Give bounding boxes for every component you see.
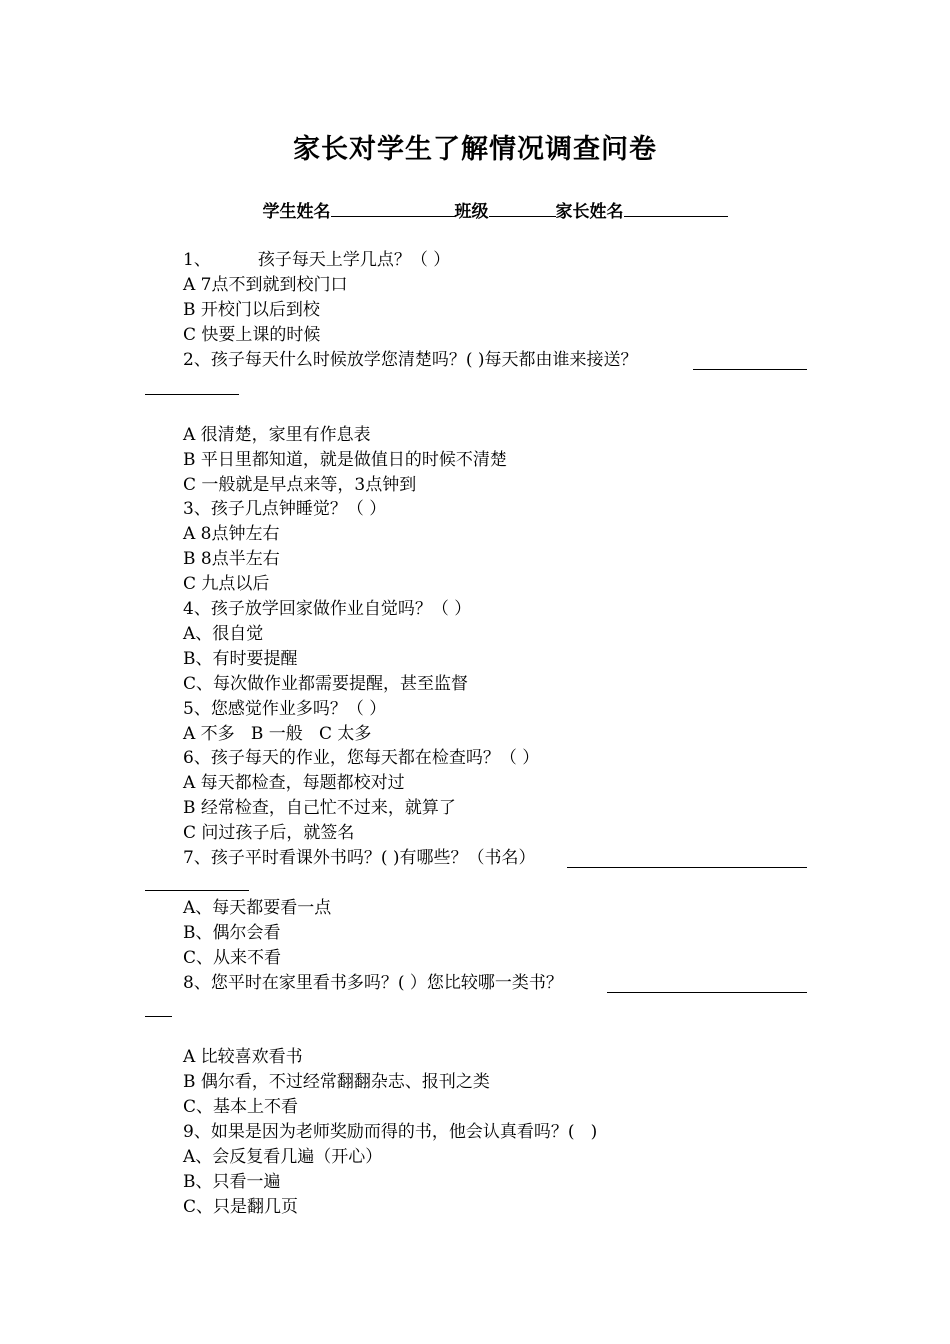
question-3: 3、孩子几点钟睡觉？（ ） [183, 499, 387, 519]
question-2-option-b: B 平日里都知道，就是做值日的时候不清楚 [183, 450, 507, 470]
question-1-text: 孩子每天上学几点？（ ） [257, 250, 451, 270]
question-3-option-a: A 8点钟左右 [183, 524, 280, 544]
question-3-option-b: B 8点半左右 [183, 549, 280, 569]
question-6-option-c: C 问过孩子后，就签名 [183, 823, 355, 843]
question-7-option-b: B、偶尔会看 [183, 923, 281, 943]
question-1-option-b: B 开校门以后到校 [183, 300, 320, 320]
question-1-number: 1、 [183, 250, 211, 270]
question-8-option-b: B 偶尔看，不过经常翻翻杂志、报刊之类 [183, 1072, 490, 1092]
question-8: 8、您平时在家里看书多吗？( ）您比较哪一类书？ [183, 973, 563, 993]
question-7-option-c: C、从来不看 [183, 948, 282, 968]
question-4-option-c: C、每次做作业都需要提醒，甚至监督 [183, 674, 469, 694]
question-2-answer-blank[interactable] [693, 369, 807, 370]
question-2: 2、孩子每天什么时候放学您清楚吗？( )每天都由谁来接送？ [183, 350, 638, 370]
question-8-answer-blank-continued[interactable] [145, 1016, 172, 1017]
question-2-option-a: A 很清楚，家里有作息表 [183, 425, 371, 445]
student-name-blank[interactable] [331, 198, 455, 217]
question-1-option-c: C 快要上课的时候 [183, 325, 321, 345]
question-4-option-a: A、很自觉 [183, 624, 264, 644]
question-8-answer-blank[interactable] [607, 992, 807, 993]
parent-name-blank[interactable] [624, 198, 728, 217]
question-5: 5、您感觉作业多吗？（ ） [183, 699, 387, 719]
question-2-answer-blank-continued[interactable] [145, 394, 239, 395]
question-6: 6、孩子每天的作业，您每天都在检查吗？（ ） [183, 748, 540, 768]
question-4: 4、孩子放学回家做作业自觉吗？（ ） [183, 599, 472, 619]
question-2-option-c: C 一般就是早点来等，3点钟到 [183, 475, 417, 495]
page-title: 家长对学生了解情况调查问卷 [293, 134, 657, 165]
question-7-answer-blank[interactable] [567, 867, 807, 868]
question-7: 7、孩子平时看课外书吗？( )有哪些？（书名） [183, 848, 536, 868]
question-8-option-a: A 比较喜欢看书 [183, 1047, 303, 1067]
question-9: 9、如果是因为老师奖励而得的书，他会认真看吗？( ) [183, 1122, 598, 1142]
class-blank[interactable] [489, 198, 556, 217]
question-1 [183, 248, 450, 273]
question-7-option-a: A、每天都要看一点 [183, 898, 332, 918]
respondent-info-line [0, 198, 950, 226]
question-7-answer-blank-continued[interactable] [145, 890, 249, 891]
question-9-option-a: A、会反复看几遍（开心） [183, 1147, 383, 1167]
question-5-options: A 不多 B 一般 C 太多 [183, 724, 372, 744]
question-6-option-a: A 每天都检查，每题都校对过 [183, 773, 405, 793]
question-9-option-b: B、只看一遍 [183, 1172, 281, 1192]
question-4-option-b: B、有时要提醒 [183, 649, 298, 669]
class-label: 班级 [454, 202, 489, 222]
question-1-option-a: A 7点不到就到校门口 [183, 275, 348, 295]
question-8-option-c: C、基本上不看 [183, 1097, 299, 1117]
question-9-option-c: C、只是翻几页 [183, 1197, 299, 1217]
question-3-option-c: C 九点以后 [183, 574, 270, 594]
parent-name-label: 家长姓名 [555, 202, 624, 222]
question-6-option-b: B 经常检查，自己忙不过来，就算了 [183, 798, 456, 818]
student-name-label: 学生姓名 [262, 202, 331, 222]
